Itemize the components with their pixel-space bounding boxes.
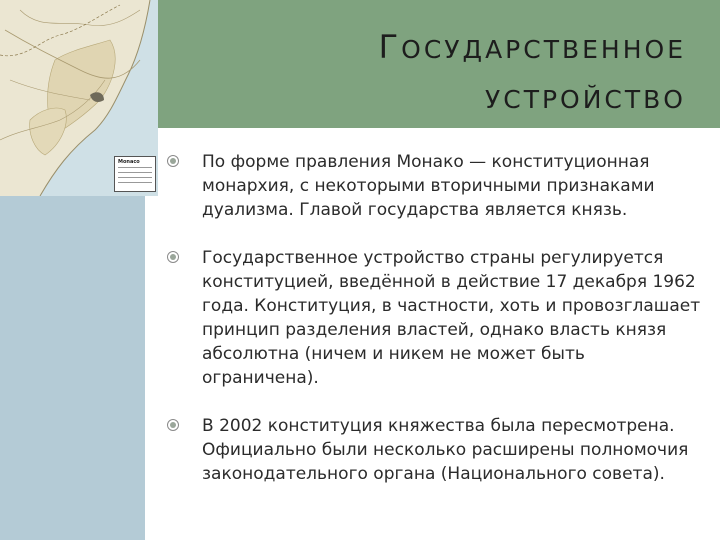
bullet-item	[164, 414, 704, 486]
bullet-text: По форме правления Монако — конституционная монархия, с некоторыми вторичными признаками дуализма. Главой государства является князь.	[202, 152, 655, 220]
bullet-text: В 2002 конституция княжества была пересмотрена. Официально были несколько расширены полномочия законодательного органа (Национального совета).	[202, 416, 689, 484]
title-cap-letter: Г	[378, 28, 402, 66]
map-legend-lines	[118, 167, 152, 187]
bullet-item	[164, 246, 704, 390]
title-line-2: УСТРОЙСТВО	[485, 85, 686, 114]
map-legend	[114, 156, 156, 192]
legend-line	[118, 182, 152, 183]
slide-title	[379, 22, 686, 125]
title-line-1-rest: ОСУДАРСТВЕННОЕ	[401, 35, 686, 64]
bullet-item	[164, 150, 704, 222]
target-bullet-icon	[167, 155, 179, 167]
target-bullet-icon	[167, 251, 179, 263]
title-line-1	[379, 22, 686, 75]
legend-line	[118, 172, 152, 173]
legend-line	[118, 177, 152, 178]
bullet-text: Государственное устройство страны регулируется конституцией, введённой в действие 17 декабря 1962 года. Конституция, в частности, хоть и провозглашает принцип разделения властей, однако власть князя абсолютна (ничем и никем не может быть ограничена).	[202, 248, 701, 388]
target-bullet-icon	[167, 419, 179, 431]
map-legend-title: Monaco	[118, 159, 140, 165]
monaco-map-image	[0, 0, 158, 196]
legend-line	[118, 167, 152, 168]
bullet-list	[164, 150, 704, 486]
